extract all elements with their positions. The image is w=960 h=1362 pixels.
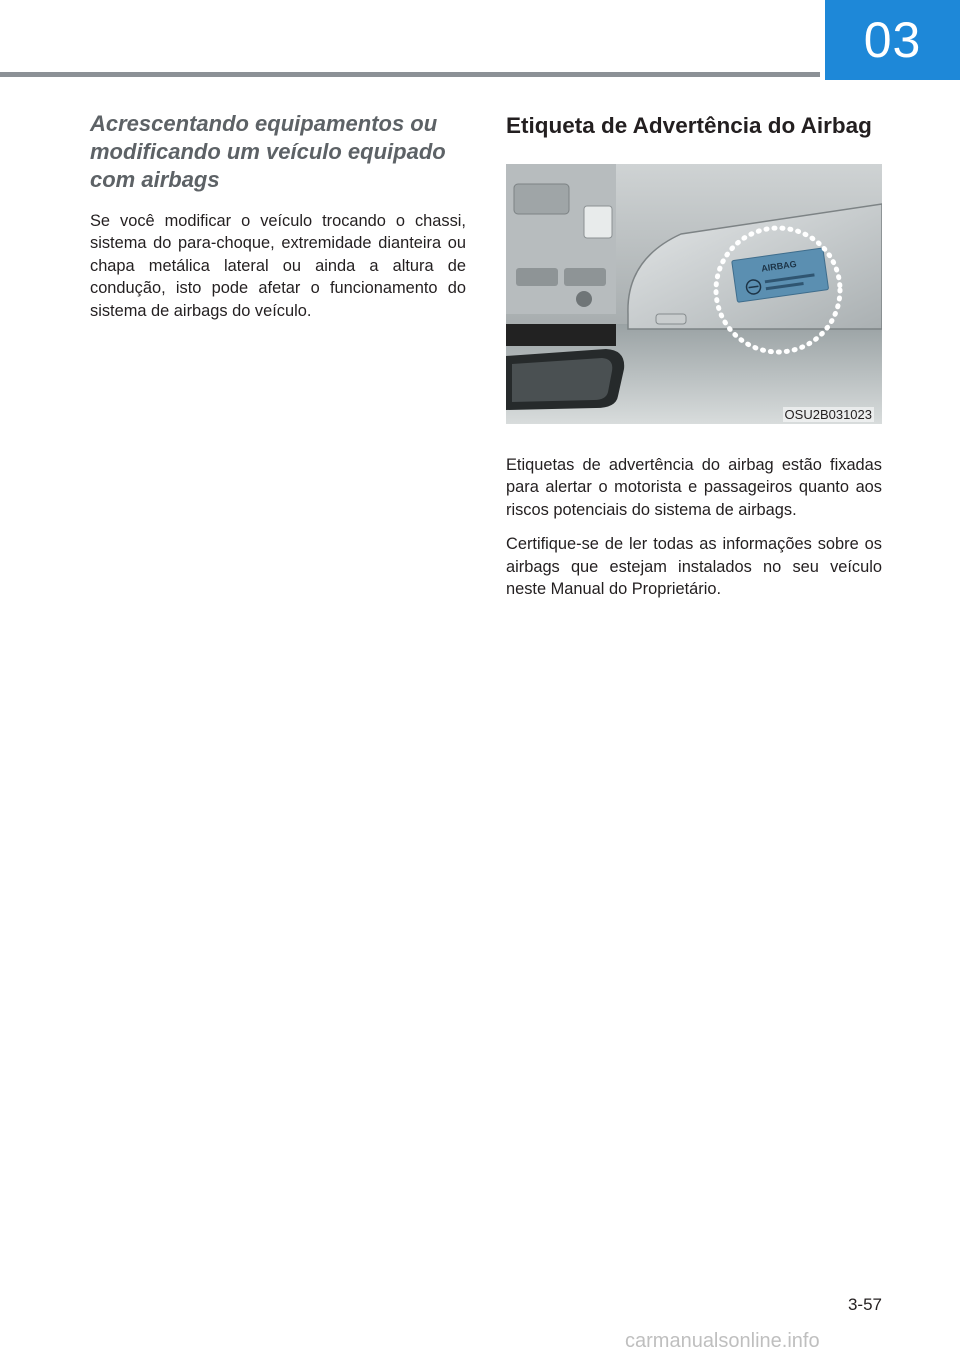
left-column bbox=[90, 110, 466, 334]
chapter-tab: 03 bbox=[825, 0, 960, 80]
figure-code: OSU2B031023 bbox=[784, 407, 872, 422]
paragraph-modifications: Se você modificar o veículo trocando o chassi, sistema do para-choque, extremidade dianteira ou chapa metálica lateral ou ainda a altura de condução, isto pode afetar o funcionamento do sistema de airbags do veículo. bbox=[90, 212, 466, 320]
airbag-label-figure bbox=[506, 164, 882, 424]
paragraph-read-manual: Certifique-se de ler todas as informações sobre os airbags que estejam instalados no seu veículo neste Manual do Proprietário. bbox=[506, 535, 882, 599]
sun-visor-illustration bbox=[506, 164, 882, 424]
paragraph-warning-labels: Etiquetas de advertência do airbag estão fixadas para alertar o motorista e passageiros quanto aos riscos potenciais do sistema de airbags. bbox=[506, 456, 882, 519]
right-column bbox=[506, 110, 882, 612]
section-heading-airbag-label: Etiqueta de Advertência do Airbag bbox=[506, 113, 872, 138]
header-rule bbox=[0, 72, 820, 77]
airbag-label-text: AIRBAG bbox=[760, 258, 798, 274]
watermark: carmanualsonline.info bbox=[625, 1330, 820, 1352]
subheading-modifying-vehicle: Acrescentando equipamentos ou modificando um veículo equipado com airbags bbox=[90, 111, 446, 192]
page-number: 3-57 bbox=[847, 1295, 882, 1314]
